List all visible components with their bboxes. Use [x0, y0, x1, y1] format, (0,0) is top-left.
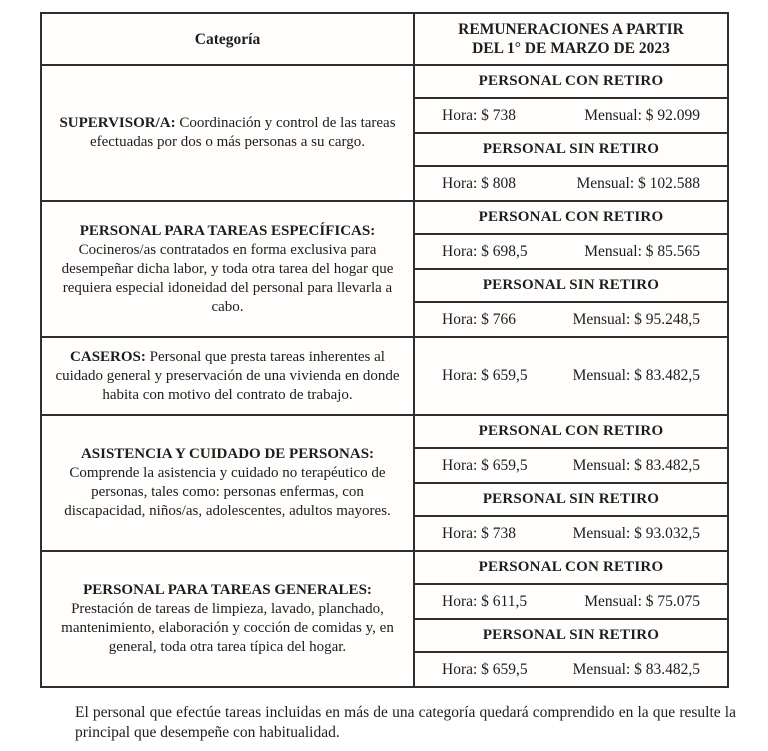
mensual-value: Mensual: $ 85.565: [584, 242, 700, 260]
hora-value: Hora: $ 766: [442, 310, 517, 328]
category-cell-caseros: [41, 337, 414, 415]
band-label-sin-retiro: PERSONAL SIN RETIRO: [414, 483, 728, 516]
values-sin-retiro: [414, 166, 728, 201]
category-cell-supervisor: [41, 65, 414, 201]
band-label-sin-retiro: PERSONAL SIN RETIRO: [414, 619, 728, 652]
category-description: Comprende la asistencia y cuidado no terapéutico de personas, tales como: personas enfermas, con discapacidad, niños/as, adolescentes, adultos mayores.: [64, 465, 391, 519]
hora-value: Hora: $ 611,5: [442, 592, 528, 610]
band-label-con-retiro: PERSONAL CON RETIRO: [414, 65, 728, 98]
category-cell-tareas-especificas: [41, 201, 414, 337]
band-label-sin-retiro: PERSONAL SIN RETIRO: [414, 269, 728, 302]
hora-value: Hora: $ 698,5: [442, 242, 528, 260]
category-title: PERSONAL PARA TAREAS ESPECÍFICAS:: [79, 222, 376, 239]
mensual-value: Mensual: $ 83.482,5: [572, 660, 700, 678]
mensual-value: Mensual: $ 83.482,5: [572, 456, 700, 474]
values-con-retiro: [414, 584, 728, 619]
category-title: CASEROS:: [70, 348, 146, 365]
category-title: ASISTENCIA Y CUIDADO DE PERSONAS:: [80, 446, 375, 462]
band-label-sin-retiro: PERSONAL SIN RETIRO: [414, 133, 728, 166]
band-label-con-retiro: PERSONAL CON RETIRO: [414, 415, 728, 448]
table-row: [41, 415, 728, 448]
values-sin-retiro: [414, 302, 728, 337]
values-con-retiro: [414, 448, 728, 483]
mensual-value: Mensual: $ 93.032,5: [572, 524, 700, 542]
hora-value: Hora: $ 738: [442, 524, 517, 542]
table-row: [41, 551, 728, 584]
footnote: El personal que efectúe tareas incluidas en más de una categoría quedará comprendido en la que resulte la principal que desempeñe con habitualidad.: [75, 704, 736, 741]
header-categoria: Categoría: [41, 13, 414, 65]
table-header-row: [41, 13, 728, 65]
band-label-con-retiro: PERSONAL CON RETIRO: [414, 551, 728, 584]
hora-value: Hora: $ 659,5: [442, 660, 528, 678]
category-description: Cocineros/as contratados en forma exclusiva para desempeñar dicha labor, y toda otra tarea del hogar que requiera especial idoneidad del personal para llevarla a cabo.: [61, 241, 394, 315]
category-title: SUPERVISOR/A:: [59, 115, 176, 131]
category-title: PERSONAL PARA TAREAS GENERALES:: [83, 582, 372, 598]
values-con-retiro: [414, 234, 728, 269]
table-row: [41, 201, 728, 234]
values-sin-retiro: [414, 652, 728, 687]
table-row: [41, 65, 728, 98]
category-cell-asistencia-cuidado: [41, 415, 414, 551]
category-description: Personal que presta tareas inherentes al cuidado general y preservación de una vivienda en donde habita con motivo del contrato de trabajo.: [55, 348, 400, 403]
values-con-retiro: [414, 98, 728, 133]
mensual-value: Mensual: $ 75.075: [584, 592, 700, 610]
table-row: [41, 337, 728, 415]
header-remuneraciones: REMUNERACIONES A PARTIR DEL 1° DE MARZO DE 2023: [414, 13, 728, 65]
values-caseros: [414, 337, 728, 415]
values-sin-retiro: [414, 516, 728, 551]
hora-value: Hora: $ 659,5: [442, 456, 528, 474]
category-description: Coordinación y control de las tareas efectuadas por dos o más personas a su cargo.: [89, 115, 396, 150]
category-description: Prestación de tareas de limpieza, lavado, planchado, mantenimiento, elaboración y cocción de comidas y, en general, toda otra tarea típica del hogar.: [61, 601, 394, 655]
band-label-con-retiro: PERSONAL CON RETIRO: [414, 201, 728, 234]
hora-value: Hora: $ 738: [442, 106, 517, 124]
remuneration-table: [40, 12, 729, 688]
hora-value: Hora: $ 659,5: [442, 367, 528, 384]
mensual-value: Mensual: $ 95.248,5: [572, 310, 700, 328]
mensual-value: Mensual: $ 102.588: [576, 174, 700, 192]
mensual-value: Mensual: $ 92.099: [584, 106, 700, 124]
mensual-value: Mensual: $ 83.482,5: [572, 367, 700, 384]
category-cell-tareas-generales: [41, 551, 414, 687]
hora-value: Hora: $ 808: [442, 174, 517, 192]
